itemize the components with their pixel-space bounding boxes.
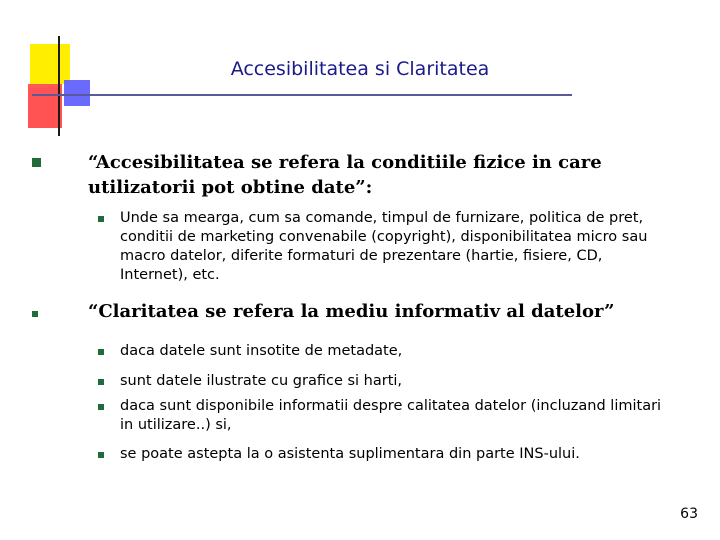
title-underline [32, 94, 572, 96]
sub-bullet-square-icon [98, 349, 104, 355]
bullet-accesibilitatea: “Accesibilitatea se refera la conditiile fizice in care utilizatorii pot obtine date”: [88, 152, 602, 198]
sub-bullet-metadate: daca datele sunt insotite de metadate, [120, 343, 403, 359]
slide-title: Accesibilitatea si Claritatea [230, 58, 490, 80]
bullet-square-icon [32, 158, 41, 167]
sub-bullet-asistenta: se poate astepta la o asistenta suplimentara din parte INS-ului. [120, 446, 580, 462]
sub-bullet-square-icon [98, 216, 104, 222]
sub-bullet-accesibilitatea-details: Unde sa mearga, cum sa comande, timpul de furnizare, politica de pret, conditii de marketing convenabile (copyright), disponibilitatea micro sau macro datelor, diferite formaturi de prezentare (hartie, fisiere, CD, Internet), etc. [120, 210, 648, 283]
page-number: 63 [680, 506, 698, 522]
sub-bullet-square-icon [98, 404, 104, 410]
sub-bullet-square-icon [98, 379, 104, 385]
decor-vertical-line [58, 36, 60, 136]
sub-bullet-grafice: sunt datele ilustrate cu grafice si harti, [120, 373, 403, 389]
sub-bullet-calitatea: daca sunt disponibile informatii despre calitatea datelor (incluzand limitari in utilizare..) si, [120, 398, 662, 433]
bullet-square-icon [32, 311, 38, 317]
decor-blue-square [64, 80, 90, 106]
decor-red-square [28, 84, 62, 128]
sub-bullet-square-icon [98, 452, 104, 458]
bullet-claritatea: “Claritatea se refera la mediu informativ al datelor” [88, 301, 615, 322]
